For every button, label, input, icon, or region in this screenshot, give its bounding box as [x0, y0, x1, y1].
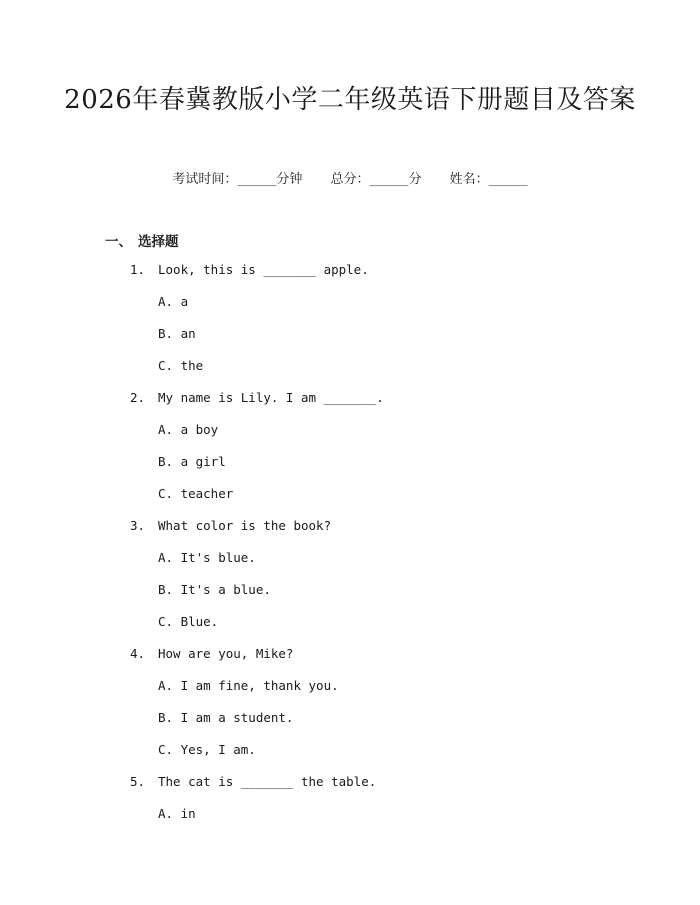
option-text: B. I am a student.	[158, 710, 294, 725]
option-text: A. in	[158, 806, 196, 821]
answer-option	[0, 414, 700, 446]
option-text: A. I am fine, thank you.	[158, 678, 339, 693]
question-number: 1.	[130, 262, 146, 277]
exam-info-row	[0, 168, 700, 187]
page-title: 2026年春冀教版小学二年级英语下册题目及答案	[64, 85, 636, 115]
answer-option	[0, 734, 700, 766]
question-number: 4.	[130, 646, 146, 661]
question-item	[0, 254, 700, 286]
answer-option	[0, 574, 700, 606]
question-text: Look, this is _______ apple.	[158, 262, 369, 277]
option-text: A. a boy	[158, 422, 219, 437]
answer-option	[0, 478, 700, 510]
answer-option	[0, 446, 700, 478]
question-number: 5.	[130, 774, 146, 789]
exam-time-field: 考试时间：______分钟	[172, 172, 303, 187]
answer-option	[0, 286, 700, 318]
option-text: A. It's blue.	[158, 550, 256, 565]
answer-option	[0, 798, 700, 830]
question-number: 3.	[130, 518, 146, 533]
question-item	[0, 510, 700, 542]
question-text: What color is the book?	[158, 518, 332, 533]
section-number: 一、	[105, 234, 132, 250]
answer-option	[0, 318, 700, 350]
question-item	[0, 638, 700, 670]
answer-option	[0, 350, 700, 382]
answer-option	[0, 542, 700, 574]
student-name-field: 姓名：______	[449, 172, 528, 187]
option-text: C. Yes, I am.	[158, 742, 256, 757]
option-text: B. a girl	[158, 454, 226, 469]
question-text: How are you, Mike?	[158, 646, 294, 661]
question-number: 2.	[130, 390, 146, 405]
answer-option	[0, 702, 700, 734]
answer-option	[0, 670, 700, 702]
total-score-field: 总分：______分	[330, 172, 422, 187]
option-text: A. a	[158, 294, 189, 309]
option-text: B. an	[158, 326, 196, 341]
question-item	[0, 382, 700, 414]
option-text: B. It's a blue.	[158, 582, 271, 597]
section-heading	[105, 230, 179, 250]
option-text: C. teacher	[158, 486, 234, 501]
option-text: C. the	[158, 358, 204, 373]
question-text: The cat is _______ the table.	[158, 774, 377, 789]
section-title: 选择题	[138, 234, 179, 250]
option-text: C. Blue.	[158, 614, 219, 629]
question-item	[0, 766, 700, 798]
question-text: My name is Lily. I am _______.	[158, 390, 384, 405]
question-list	[0, 254, 700, 830]
answer-option	[0, 606, 700, 638]
